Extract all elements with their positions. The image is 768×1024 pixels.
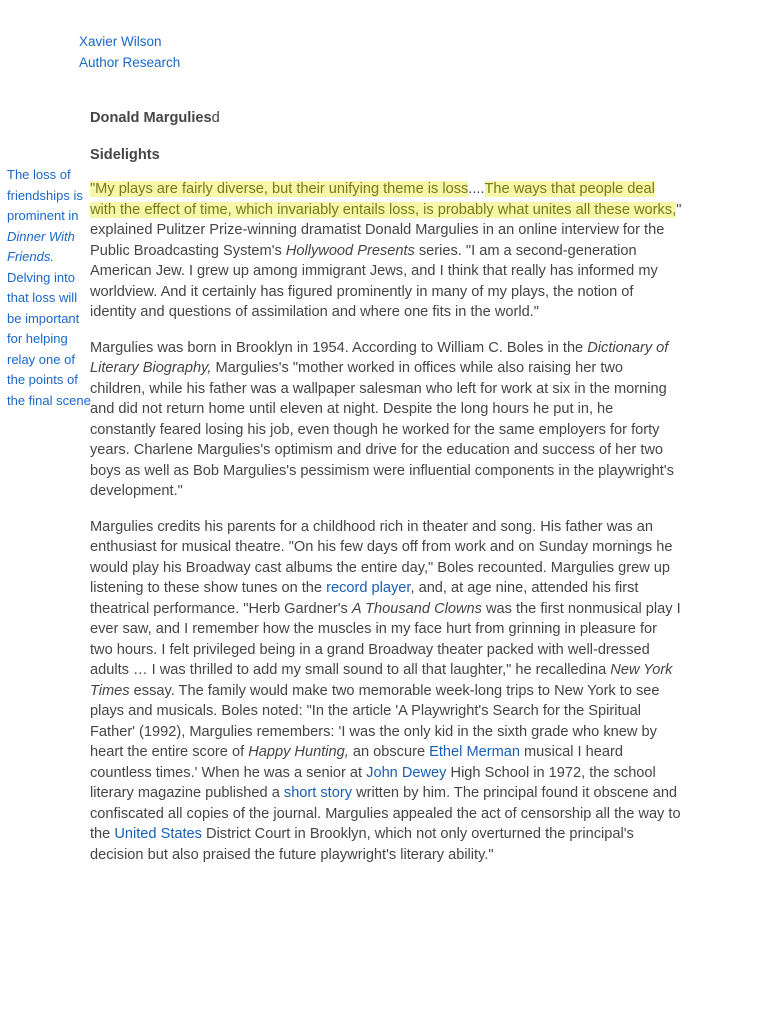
comment-line: The loss of [7,167,71,182]
margin-comment[interactable] [7,165,91,411]
link-record-player[interactable]: record player [326,580,411,596]
comment-line: friendships is [7,187,83,203]
comment-line: prominent in [7,208,79,223]
link-united-states[interactable]: United States [114,826,202,842]
document-subtitle: Author Research [79,54,181,70]
section-heading: Sidelights [90,146,160,163]
comment-line: Delving into [7,269,75,285]
comment-line: that loss will [7,290,78,305]
comment-line: for helping [7,331,68,346]
comment-line: relay one of [7,351,75,367]
comment-line: Dinner With [7,228,75,244]
paragraph-2: Margulies was born in Brooklyn in 1954. According to William C. Boles in the Dictionary of Literary Biography, Margulies's "mother worked in offices while also raising her two children, while his father was a wallpaper salesman who left for work at six in the morning and did not return home until eleven at night. Despite the long hours he put in, he constantly feared losing his job, even though he worked for the same employers for forty years. Charlene Margulies's optimism and drive for the education and success of her two boys as well as Bob Margulies's pessimism were influential components in the playwright's development." [90,339,674,499]
link-john-dewey[interactable]: John Dewey [366,764,447,781]
comment-line: the points of [7,372,78,387]
link-short-story[interactable]: short story [283,785,353,801]
link-ethel-merman[interactable]: Ethel Merman [429,744,520,760]
document-body [90,108,682,880]
comment-line: Friends. [7,249,54,264]
paragraph-1: "My plays are fairly diverse, but their unifying theme is loss....The ways that people deal with the effect of time, which invariably entails loss, is probably what unites all these works," explained Pulitzer Prize-winning dramatist Donald Margulies in an online interview for the Public Broadcasting System's Hollywood Presents series. "I am a second-generation American Jew. I grew up among immigrant Jews, and I think that really has informed my worldview. And it certainly has figured prominently in many of my plays, the notion of identity and questions of assimilation and where one fits in the world." [90,181,682,320]
highlighted-text[interactable]: "My plays are fairly diverse, but their unifying theme is loss [90,181,469,197]
author-name: Xavier Wilson [79,34,162,49]
comment-line: the final scene [7,392,91,408]
highlighted-text[interactable]: The ways that people deal with the effect of time, which invariably entails loss, is probably what unites all these works, [90,181,677,218]
paragraph-3: Margulies credits his parents for a childhood rich in theater and song. His father was an enthusiast for musical theatre. "On his few days off from work and on Sunday mornings he would play his Broadway cast albums the entire day," Boles recounted. Margulies grew up listening to these show tunes on the record player, and, at age nine, attended his first theatrical performance. "Herb Gardner's A Thousand Clowns was the first nonmusical play I ever saw, and I remember how the muscles in my face hurt from grinning in pleasure for two hours. I felt privileged being in a grand Broadway theater packed with well-dressed adults … I was thrilled to add my small sound to all that laughter," he recalledina New York Times essay. The family would make two memorable week-long trips to New York to see plays and musicals. Boles noted: "In the article 'A Playwright's Search for the Spiritual Father' (1992), Margulies remembers: 'I was the only kid in the sixth grade who knew by heart the entire score of Happy Hunting, an obscure Ethel Merman musical I heard countless times.' When he was a senior at John Dewey High School in 1972, the school literary magazine published a short story written by him. The principal found it obscene and confiscated all copies of the journal. Margulies appealed the act of censorship all the way to the United States District Court in Brooklyn, which not only overturned the principal's decision but also praised the future playwright's literary ability." [90,518,681,863]
comment-line: be important [7,310,80,326]
document-title: Donald Marguliesd [90,110,220,126]
document-header [79,32,180,73]
